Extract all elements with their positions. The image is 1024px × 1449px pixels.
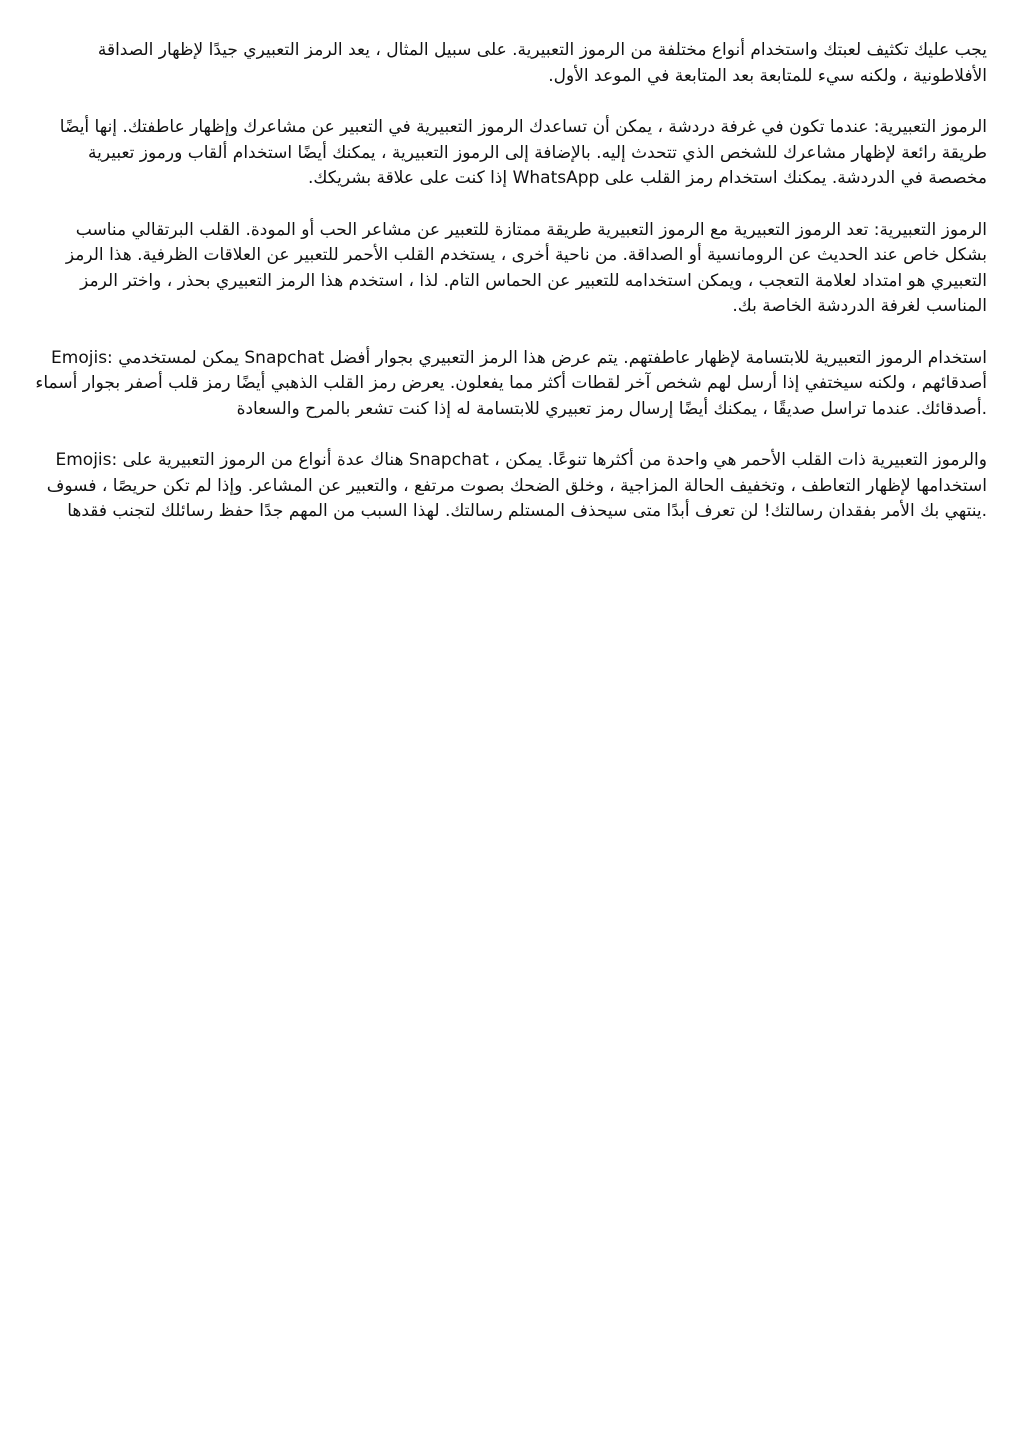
document-page xyxy=(35,38,987,551)
paragraph-3: الرموز التعبيرية: تعد الرموز التعبيرية مع الرموز التعبيرية طريقة ممتازة للتعبير عن مشاعر الحب أو المودة. القلب البرتقالي مناسب بشكل خاص عند الحديث عن الرومانسية أو الصداقة. من ناحية أخرى ، يستخدم القلب الأحمر للتعبير عن العلاقات الظرفية. هذا الرمز التعبيري هو امتداد لعلامة التعجب ، ويمكن استخدامه للتعبير عن الحماس التام. لذا ، استخدم هذا الرمز التعبيري بحذر ، واختر الرمز المناسب لغرفة الدردشة الخاصة بك. xyxy=(65,219,987,316)
paragraph-1: يجب عليك تكثيف لعبتك واستخدام أنواع مختلفة من الرموز التعبيرية. على سبيل المثال ، يعد الرمز التعبيري جيدًا لإظهار الصداقة الأفلاطونية ، ولكنه سيء للمتابعة بعد المتابعة في الموعد الأول. xyxy=(97,40,987,86)
paragraph-4: Emojis: يمكن لمستخدمي Snapchat استخدام الرموز التعبيرية للابتسامة لإظهار عاطفتهم. يتم عرض هذا الرمز التعبيري بجوار أفضل أصدقائهم ، ولكنه سيختفي إذا أرسل لهم شخص آخر لقطات أكثر مما يفعلون. يعرض رمز القلب الذهبي أيضًا رمز قلب أصفر بجوار أسماء أصدقائك. عندما تراسل صديقًا ، يمكنك أيضًا إرسال رمز تعبيري للابتسامة له إذا كنت تشعر بالمرح والسعادة. xyxy=(35,347,987,419)
paragraph-2: الرموز التعبيرية: عندما تكون في غرفة دردشة ، يمكن أن تساعدك الرموز التعبيرية في التعبير عن مشاعرك وإظهار عاطفتك. إنها أيضًا طريقة رائعة لإظهار مشاعرك للشخص الذي تتحدث إليه. بالإضافة إلى الرموز التعبيرية ، يمكنك أيضًا استخدام ألقاب ورموز تعبيرية مخصصة في الدردشة. يمكنك استخدام رمز القلب على WhatsApp إذا كنت على علاقة بشريكك. xyxy=(59,117,987,188)
paragraph-5: Emojis: هناك عدة أنواع من الرموز التعبيرية على Snapchat ، والرموز التعبيرية ذات القلب الأحمر هي واحدة من أكثرها تنوعًا. يمكن استخدامها لإظهار التعاطف ، وتخفيف الحالة المزاجية ، وخلق الضحك بصوت مرتفع ، والتعبير عن المشاعر. وإذا لم تكن حريصًا ، فسوف ينتهي بك الأمر بفقدان رسالتك! لن تعرف أبدًا متى سيحذف المستلم رسالتك. لهذا السبب من المهم جدًا حفظ رسائلك لتجنب فقدها. xyxy=(46,450,987,521)
